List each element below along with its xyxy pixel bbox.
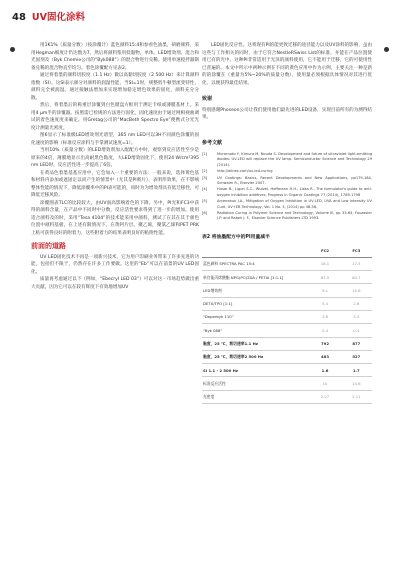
table-row-label: 蓝色颜料 SPECTRA PAC 15:4 xyxy=(202,257,309,270)
table-row-label: “Doperbyk 110” xyxy=(202,311,309,324)
table-row xyxy=(202,324,372,337)
left-paragraphs xyxy=(31,42,199,237)
reference-text: http://allnex.com/uv-led-curing xyxy=(217,169,273,174)
table-header-fc3: FC3 xyxy=(341,245,372,257)
paragraph: 图6显示了标准级LED增效剂光谱型，365 nm LED可以3H不同颜色涂覆的固化速度的影响（标准反应涂料与手掌测试速度=1）。 xyxy=(31,133,199,146)
section-paragraphs xyxy=(31,254,199,292)
formulation-table xyxy=(202,245,372,404)
table-row xyxy=(202,271,372,284)
table-cell-fc2: 3.6 xyxy=(309,311,340,324)
table-row-label: 黏度，25 ℃，剪切速率1.1 Hz xyxy=(202,337,309,350)
table-row-label: DETX/TPO [1:1] xyxy=(202,297,309,310)
bullet-marker-right xyxy=(384,47,389,52)
table-cell-fc2: 0.4 xyxy=(309,324,340,337)
running-title: UV固化涂料 xyxy=(31,12,85,23)
paragraph: 质量再考虑通过以下（例如，“Ebecryl LED 03”）可以对这一市场趋势做出重大贡献。因为它可以在较有辉度下有效地增加UV xyxy=(31,277,199,290)
table-cell-fc2: 9.1 xyxy=(309,284,340,297)
table-cell-fc3: 0.4 xyxy=(341,324,372,337)
paragraph: 在黄品色着墨基基应用中，它会加入一个重要的方法：一般来说，选择黄色基和材料内添加或遮固定以同产生的情景中（尤其是PI吸片），表明形效果，在不影响整体性能的情况下，降低涂覆率中的PI表可能的，同时为为增效剂具有低迁移性，可降低迁移风险。 xyxy=(31,170,199,198)
table-cell-fc3: 17.5 xyxy=(341,257,372,270)
table-header-blank xyxy=(202,245,309,257)
table-cell-fc3: 14.6 xyxy=(341,377,372,390)
table-row xyxy=(202,350,372,363)
references-list xyxy=(202,152,372,222)
table-cell-fc3: 60.7 xyxy=(341,271,372,284)
bullet-marker-left xyxy=(10,47,15,52)
reference-item xyxy=(202,211,372,222)
acknowledgement-title: 致谢 xyxy=(202,96,213,102)
reference-text: UV Coatings: Basics, Recent Developments and New Applications, pp179-184, Schwalm R., Elsevier 2007. xyxy=(217,175,372,186)
table-cell-fc2: 483 xyxy=(309,350,340,363)
reference-number: [3] xyxy=(202,175,208,180)
table-row xyxy=(202,377,372,390)
paragraph: LED固化反应性。这将现有PI的能更致迁移的途径能力以及UV涂料的影响，虽由这些与工作相关的同时，由于它符合NestleRSwiss List的标准，并能在产品位置使用已有的光中。这种PI非常适用于光泽的颜料使用，它不能用于迁移，它的可使用性已普遍的。本文中所示中两种示例在不同的黄色应用中作为示例，主要关注一种是新的的涂覆在（重量为5%~20%的质量分数），使用量必须根据具体情况对其进行优化，以便获得最佳结果。 xyxy=(202,43,372,86)
table-row-label: 黏度，25 ℃，剪切速率2 500 Hz xyxy=(202,350,309,363)
paragraph: UV LED固化技术不再是一项新兴技术，它为用户印刷业务带来了许多先进的功能，包括但不限于，仍然存在许多工作要做。这里的“Eb”可以在前景的UV LED固化。 xyxy=(31,254,199,275)
table-title: 表2 将油墨配方中的PI用量减半 xyxy=(202,234,270,240)
paragraph: 涂覆图表TLC的比较较大，由UV面高影响着色的下降。另中，PI光和FC3中获得的颜料含量，在产品中不同时中分数，反应活性要求得到了进一步的增加。使用适合颜料及的时，采用“Tesa 4104”的技术能采用中颜料，测试了在其在其于颜色位置中颜料基板，在上述有限情况下，在黄阿片层。聚乙烯，聚氯乙烯和PET PRK上粘可获得良好的附着力，这些附着力的结果表明良好的粘附性能。 xyxy=(31,200,199,236)
paragraph: 当用10%（质量分数）的LED增效剂加入配配方中时，观察到反应活性至少是原来的4倍，薄膜地显示出高耐黑色黏度，大LED增效固化下，使用24 W/cm²395 nm LED时，反应活性进一步提高了6倍。 xyxy=(31,148,199,168)
reference-number: [6] xyxy=(202,211,208,216)
table-row xyxy=(202,257,372,270)
table-body xyxy=(202,257,372,403)
reference-number: [2] xyxy=(202,169,208,174)
table-cell-fc2: 2.27 xyxy=(309,390,340,403)
table-cell-fc2: 1.6 xyxy=(309,364,340,377)
table-row xyxy=(202,390,372,403)
table-cell-fc3: 877 xyxy=(341,337,372,350)
table-row-label: “Byk 088” xyxy=(202,324,309,337)
table-cell-fc2: 10 xyxy=(309,377,340,390)
table-row-label: 标准反应活性 xyxy=(202,377,309,390)
table-row xyxy=(202,297,372,310)
right-paragraphs xyxy=(202,42,372,87)
table-row xyxy=(202,337,372,350)
table-cell-fc2: 18.1 xyxy=(309,257,340,270)
reference-number: [5] xyxy=(202,199,208,204)
acknowledgement-text: 特别感谢Phoseon公司让我们使用他们最先进的LED设备，实现目前所有的为测得结果。 xyxy=(202,107,372,120)
paragraph: 用1K1%（质量分数）（按涂覆计）蓝色颜料15:4和参看色油墨，研磨颜料，采用Hegman细度计仍达数为7。然后将颜料浆用低黏物，单体、LED增效剂、混合和光固剂及（Byk Chemie公司的“Byk088”）的混合物进行兑稀。使用单速搅拌器制备兑稀的混合物直至均匀。着色涂覆配方见表2。 xyxy=(31,43,199,71)
table-cell-fc3: 1.7 xyxy=(341,364,372,377)
paragraph: 通过将着墨的颜料切胶度（1.1 Hz）微以高黏切胶度（2 500 Hz）来计算颜料指数（SI）。这SI表示颜分对颜料的润湿性能，当SI=1时，规整剪牛顿型流变特性，颜料完全被润湿。通过接触法增加来实现增加稳定增色效果的固化，颜料充分分散。 xyxy=(31,73,199,101)
paragraph: 然后，将着墨后的称重层涂覆到白色键盘方框用于测定卡纸或薄膜基材上。采用4 μm半的涂覆器。按照需已检规的方法进行固化，固化速度由于通过网相视曲调试的着色速度度来确定。用Gretag公司的“MacBeth Spectro Eye”便携式分光光度计测量光密度。 xyxy=(31,103,199,131)
reference-item xyxy=(202,169,372,174)
table-row-label: LED增效剂 xyxy=(202,284,309,297)
reference-item xyxy=(202,152,372,168)
references-title: 参考文献 xyxy=(202,139,223,146)
table-row-label: 单官能丙烯酸酯 NPG(PO)2DA / PETIA [1:1.1] xyxy=(202,271,309,284)
reference-text: Murarnoto Y, Kimura M, Nouda S. Development and future of ultraviolet light-emitting diodes: UV-LED will replace the UV lamp. Semiconductor Science and Technology 29 (2014). xyxy=(217,152,372,167)
table-cell-fc3: 3.3 xyxy=(341,311,372,324)
table-cell-fc3: 15.6 xyxy=(341,284,372,297)
table-header-fc2: FC2 xyxy=(309,245,340,257)
reference-item xyxy=(202,199,372,210)
table-cell-fc3: 2.11 xyxy=(341,390,372,403)
table-row xyxy=(202,311,372,324)
reference-text: Arceneaux J.A., Mitigation of Oxygen Inhibition in UV-LED, UVA and Low intensity UV Cure, UV+EB Technology, Vol. 1 No. 3, (2014) pp 48-56. xyxy=(217,199,372,209)
table-cell-fc2: 63.5 xyxy=(309,271,340,284)
reference-number: [4] xyxy=(202,187,208,192)
table-row-label: SI 1.1 - 2 500 Hz xyxy=(202,364,309,377)
table-row xyxy=(202,364,372,377)
table-row-label: 光密度 xyxy=(202,390,309,403)
left-column xyxy=(31,42,199,291)
section-title: 前面的道路 xyxy=(31,242,66,250)
reference-item xyxy=(202,187,372,198)
table-cell-fc2: 5.4 xyxy=(309,297,340,310)
table-cell-fc3: 527 xyxy=(341,350,372,363)
reference-item xyxy=(202,176,372,187)
page-header xyxy=(12,9,85,23)
table-cell-fc2: 792 xyxy=(309,337,340,350)
table-header-row xyxy=(202,245,372,257)
reference-text: Radiation Curing in Polymer Science and Technology, Volume III, pp 33-64, Fouassier J.P. and Rabek J. F., Elsevier Science Publishers LTD 1993. xyxy=(217,211,372,221)
page-number: 48 xyxy=(12,12,26,23)
reference-text: Husar B., Ligon S.C., Wutzel, Hoffmann H.H., Liska R., The formulator's guide to anti-oxygen inhibition additives, Progress in Organic Coatings 77 (2014), 1789-1798 xyxy=(217,187,372,197)
reference-number: [1] xyxy=(202,152,208,156)
right-column xyxy=(202,42,372,404)
table-row xyxy=(202,284,372,297)
table-cell-fc3: 2.6 xyxy=(341,297,372,310)
